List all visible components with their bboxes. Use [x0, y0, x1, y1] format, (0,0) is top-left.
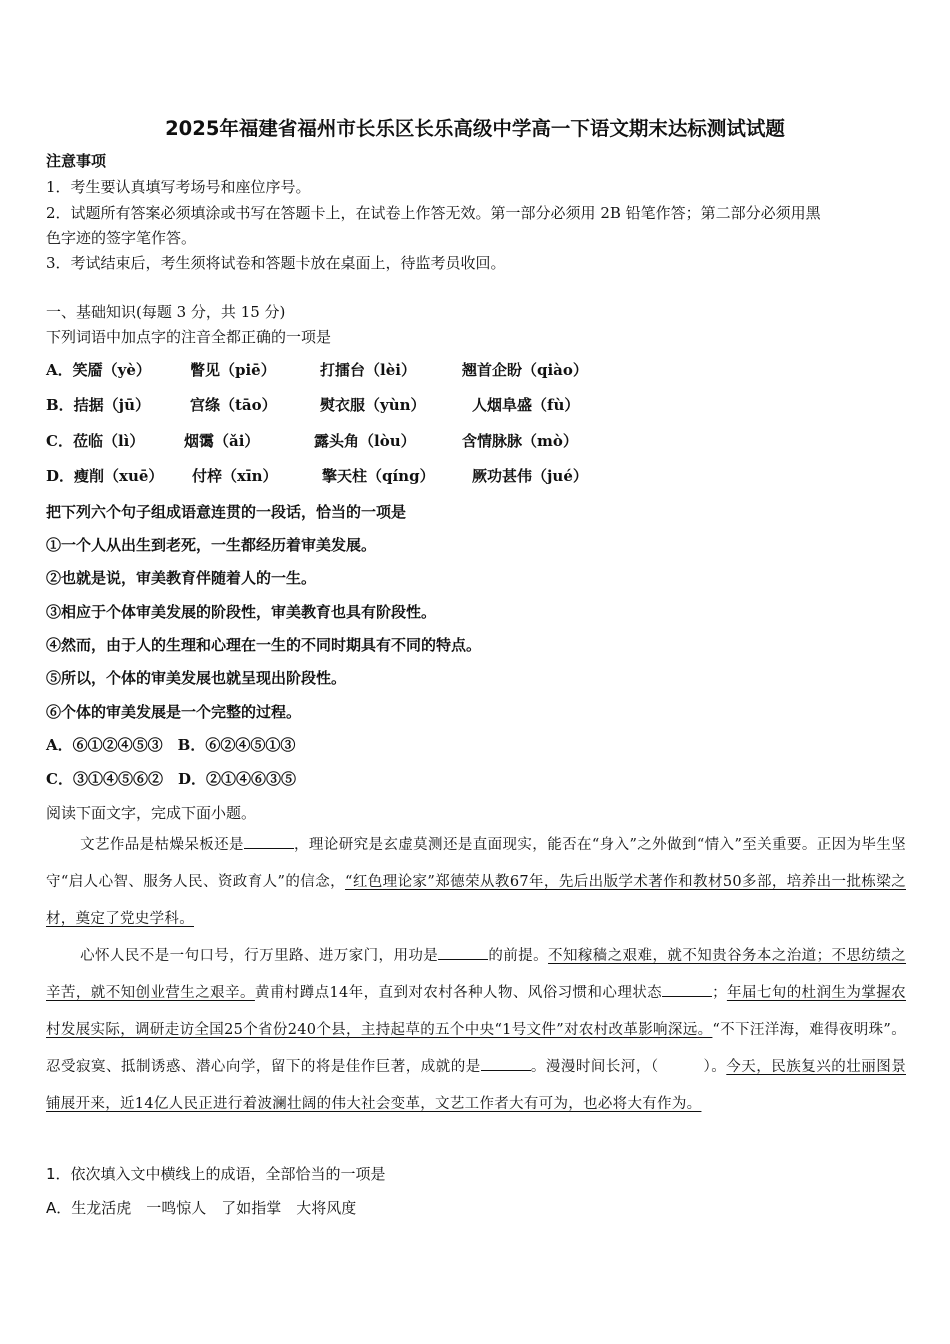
reading-q1-stem: 1．依次填入文中横线上的成语，全部恰当的一项是 — [46, 1165, 386, 1183]
p2-blank-1 — [438, 945, 488, 960]
q2-sentence-5: ⑤所以，个体的审美发展也就呈现出阶段性。 — [46, 669, 347, 687]
reading-intro: 阅读下面文字，完成下面小题。 — [46, 804, 257, 822]
notice-item-2-cont: 色字迹的签字笔作答。 — [46, 229, 197, 247]
p2-text-e: “不下汪洋海，难得夜明珠”。忍受寂寞、抵制诱惑、潜心向学，留下的将是佳作巨著，成就的是 — [46, 1022, 906, 1075]
q2-options-cd: C．③①④⑤⑥② D．②①④⑥③⑤ — [46, 770, 296, 788]
section-heading: 一、基础知识(每题 3 分，共 15 分) — [46, 303, 286, 321]
p1-underline-1: “红色理论家”郑德荣从教67年，先后出版学术著作和教材50多部，培养出一批栋梁之材，奠定了党史学科。 — [46, 874, 906, 927]
q1-option-b-3: 熨衣服（yùn） — [320, 396, 426, 414]
p1-text-a: 文艺作品是枯燥呆板还是 — [80, 837, 244, 853]
reading-q1-option-a: A．生龙活虎 一鸣惊人 了如指掌 大将风度 — [46, 1199, 357, 1217]
q1-option-b-4: 人烟阜盛（fù） — [472, 396, 580, 414]
reading-paragraph-2 — [46, 938, 906, 1123]
q2-sentence-2: ②也就是说，审美教育伴随着人的一生。 — [46, 569, 317, 587]
notice-item-2: 2．试题所有答案必须填涂或书写在答题卡上，在试卷上作答无效。第一部分必须用 2B 铅笔作答；第二部分必须用黑 — [46, 204, 821, 222]
q1-stem: 下列词语中加点字的注音全都正确的一项是 — [46, 328, 332, 346]
q1-option-c-1: C．莅临（lì） — [46, 432, 145, 450]
q1-option-a-2: 瞥见（piē） — [190, 361, 276, 379]
notice-item-3: 3．考试结束后，考生须将试卷和答题卡放在桌面上，待监考员收回。 — [46, 254, 506, 272]
p2-blank-2 — [662, 982, 712, 997]
q1-option-c-3: 露头角（lòu） — [314, 432, 416, 450]
q1-option-d-4: 厥功甚伟（jué） — [472, 467, 588, 485]
q1-option-c-2: 烟霭（ǎi） — [184, 432, 260, 450]
p2-text-f: 。漫漫时间长河，（ ）。 — [530, 1059, 727, 1075]
p2-text-c: 黄甫村蹲点14年，直到对农村各种人物、风俗习惯和心理状态 — [254, 985, 663, 1001]
q1-option-d-2: 付梓（xīn） — [192, 467, 278, 485]
q1-option-a-4: 翘首企盼（qiào） — [462, 361, 588, 379]
p2-text-d: ； — [712, 985, 727, 1001]
p2-underline-1: 不知稼穑之艰难，就不知贵谷务本之治道；不思纺绩之辛苦，就不知创业营生之艰辛。 — [46, 948, 907, 1001]
q2-sentence-3: ③相应于个体审美发展的阶段性，审美教育也具有阶段性。 — [46, 603, 437, 621]
q1-option-a-1: A．笑靥（yè） — [46, 361, 151, 379]
p2-blank-3 — [481, 1056, 531, 1071]
p1-text-b: ，理论研究是玄虚莫测还是直面现实，能否在“身入”之外做到“情入”至关重要。正因为毕生坚守“启人心智、服务人民、资政育人”的信念， — [46, 837, 906, 890]
q2-options-ab: A．⑥①②④⑤③ B．⑥②④⑤①③ — [46, 736, 296, 754]
q2-sentence-1: ①一个人从出生到老死，一生都经历着审美发展。 — [46, 536, 377, 554]
q2-sentence-4: ④然而，由于人的生理和心理在一生的不同时期具有不同的特点。 — [46, 636, 482, 654]
q1-option-b-1: B．拮据（jū） — [46, 396, 151, 414]
q1-option-d-3: 擎天柱（qíng） — [322, 467, 435, 485]
q2-stem: 把下列六个句子组成语意连贯的一段话，恰当的一项是 — [46, 503, 407, 521]
p1-blank-1 — [244, 834, 294, 849]
p2-text-a: 心怀人民不是一句口号，行万里路、进万家门，用功是 — [80, 948, 439, 964]
q2-sentence-6: ⑥个体的审美发展是一个完整的过程。 — [46, 703, 302, 721]
p2-underline-3: 今天，民族复兴的壮丽图景铺展开来，近14亿人民正进行着波澜壮阔的伟大社会变革，文艺工作者大有可为，也必将大有作为。 — [46, 1059, 906, 1112]
q1-option-c-4: 含情脉脉（mò） — [462, 432, 578, 450]
p2-underline-2: 年届七旬的杜润生为掌握农村发展实际，调研走访全国25个省份240个县，主持起草的五个中央“1号文件”对农村改革影响深远。 — [46, 985, 906, 1038]
notice-item-1: 1．考生要认真填写考场号和座位序号。 — [46, 178, 311, 196]
q1-option-a-3: 打擂台（lèi） — [320, 361, 416, 379]
reading-paragraph-1 — [46, 827, 906, 938]
page-title: 2025年福建省福州市长乐区长乐高级中学高一下语文期末达标测试试题 — [165, 117, 785, 140]
notice-heading: 注意事项 — [46, 152, 107, 170]
q1-option-d-1: D．瘦削（xuē） — [46, 467, 164, 485]
p2-text-b: 的前提。 — [488, 948, 549, 964]
q1-option-b-2: 宫绦（tāo） — [190, 396, 277, 414]
